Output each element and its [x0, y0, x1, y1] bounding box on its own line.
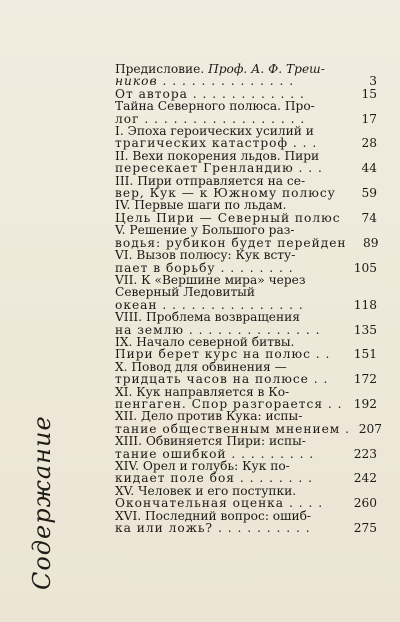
page-number: 28: [361, 136, 377, 151]
toc-entry-line: VIII. Проблема возвращения: [115, 310, 300, 325]
toc-entry-title-end: пает в борьбу: [115, 260, 216, 275]
toc-entry-line: Тайна Северного полюса. Про-: [115, 99, 315, 114]
dot-leader: .: [340, 421, 351, 436]
toc-entry: [115, 336, 377, 361]
toc-entry-last-line: [115, 472, 377, 484]
toc-entry: [115, 199, 377, 224]
page-number: 242: [353, 471, 377, 486]
dot-leader: . .: [310, 347, 331, 362]
dot-leader: . . . . . . . . .: [226, 446, 315, 461]
toc-entry-line: IX. Начало северной битвы.: [115, 334, 295, 349]
dot-leader: . . . . . . . . . . . . . . .: [157, 297, 304, 312]
toc-entry-line: XVI. Последний вопрос: ошиб-: [115, 508, 312, 523]
toc-entry-line: V. Решение у Большого раз-: [115, 223, 295, 238]
toc-entry: [115, 63, 377, 88]
toc-entry-line: X. Повод для обвинения —: [115, 359, 287, 374]
page-number: 17: [361, 111, 377, 126]
toc-entry-title-end: на землю: [115, 322, 184, 337]
toc-entry: [115, 386, 377, 411]
toc-entry-last-line: [115, 137, 377, 149]
toc-entry-title-end: вер, Кук — к Южному полюсу: [115, 186, 336, 201]
toc-entry-title-end: тридцать часов на полюсе: [115, 372, 309, 387]
toc-entry-title-end: тание общественным мнением: [115, 421, 341, 436]
toc-entry-title-end: водья: рубикон будет перейден: [115, 235, 347, 250]
page-number: 44: [361, 161, 377, 176]
toc-entry: [115, 224, 377, 249]
toc-entry-line: I. Эпоха героических усилий и: [115, 124, 314, 139]
dot-leader: . . .: [293, 161, 323, 176]
toc-entry-line: II. Вехи покорения льдов. Пири: [115, 148, 320, 163]
toc-entry-last-line: [115, 373, 377, 385]
toc-entry-line: XV. Человек и его поступки.: [115, 483, 297, 498]
page-number: 135: [353, 322, 377, 337]
dot-leader: . . . . . . . . . . . . . .: [183, 322, 321, 337]
toc-entry-last-line: [115, 162, 377, 174]
page-number: 172: [353, 372, 377, 387]
toc-entry-title-end: Пири берет курс на полюс: [115, 347, 311, 362]
dot-leader: . . . . . . . . . . . .: [187, 86, 305, 101]
toc-entry-text: [115, 348, 345, 360]
toc-entry-title-end: кидает поле боя: [115, 471, 235, 486]
toc-entry-title-end: От автора: [115, 86, 188, 101]
page-number: 223: [353, 446, 377, 461]
dot-leader: . .: [323, 396, 343, 411]
toc-entry-last-line: [115, 497, 377, 509]
toc-entry-line: VI. Вызов полюсу: Кук всту-: [115, 248, 296, 263]
page-number: 74: [361, 210, 377, 225]
toc-entry: [115, 249, 377, 274]
toc-entry-last-line: [115, 522, 377, 534]
toc-entry: [115, 100, 377, 125]
toc-entry-title-end: пенгаген. Спор разгорается: [115, 396, 324, 411]
page-number: 3: [369, 74, 377, 89]
toc-entry-line: III. Пири отправляется на се-: [115, 173, 306, 188]
dot-leader: . . . . . . . . . . . . . .: [157, 74, 295, 89]
toc-entry-title-end: тание ошибкой: [115, 446, 227, 461]
dot-leader: . . . . . . . . . .: [213, 521, 311, 536]
toc-entry: [115, 510, 377, 535]
page-number: 151: [353, 347, 377, 362]
toc-entry: [115, 311, 377, 336]
dot-leader: . . . . . . . .: [235, 471, 313, 486]
toc-entry-line: Предисловие. Проф. А. Ф. Треш-: [115, 62, 325, 76]
toc-entry: [115, 150, 377, 175]
toc-entry-title-end: океан: [115, 297, 158, 312]
toc-entry-text: [115, 137, 345, 149]
toc-entry: [115, 274, 377, 311]
page-number: 207: [358, 421, 383, 436]
toc-entry-title-end: Окончательная оценка: [115, 496, 285, 511]
toc-entry: [115, 485, 377, 510]
toc-entry-title-end: ников: [115, 74, 158, 89]
dot-leader: . . . .: [284, 496, 324, 511]
toc-entry-line: XII. Дело против Кука: испы-: [115, 409, 303, 424]
toc-entry-line: XI. Кук направляется в Ко-: [115, 384, 290, 399]
toc-entry-title-end: пересекает Гренландию: [115, 161, 294, 176]
toc-entry-last-line: [115, 348, 377, 360]
toc-entry-text: [115, 162, 345, 174]
dot-leader: . . .: [288, 136, 318, 151]
toc-entry-line: IV. Первые шаги по льдам.: [115, 198, 287, 213]
toc-entry-line: XIII. Обвиняется Пири: испы-: [115, 434, 306, 449]
page-number: 275: [353, 521, 377, 536]
contents-heading: Содержание: [28, 415, 56, 590]
toc-entry: [115, 125, 377, 150]
dot-leader: . .: [308, 372, 329, 387]
page-number: 15: [361, 86, 377, 101]
toc-entry-title-end: трагических катастроф: [115, 136, 289, 151]
page-number: 105: [353, 260, 377, 275]
page-number: 59: [361, 186, 377, 201]
page-number: 118: [353, 297, 377, 312]
toc-entry-title-end: ка или ложь?: [115, 521, 214, 536]
dot-leader: . . . . . . . .: [215, 260, 294, 275]
page-number: 260: [353, 496, 377, 511]
table-of-contents: [115, 62, 383, 536]
toc-entry-text: [115, 373, 345, 385]
toc-entry-line: XIV. Орел и голубь: Кук по-: [115, 459, 290, 473]
toc-entry: [115, 361, 377, 386]
toc-entry-text: [115, 472, 345, 484]
toc-entry-text: [115, 522, 345, 534]
dot-leader: . . . . . . . . . . . . . . . . .: [139, 111, 306, 126]
toc-entry-text: [115, 497, 345, 509]
toc-entry: [115, 460, 377, 485]
toc-entry-title-end: Цель Пири — Северный полюс: [115, 210, 341, 225]
page-number: 192: [353, 396, 377, 411]
page-number: 89: [363, 235, 379, 250]
toc-entry: [115, 435, 377, 460]
toc-entry-title-end: лог: [115, 111, 140, 126]
toc-entry-line: VII. К «Вершине мира» через: [115, 272, 306, 287]
toc-entry-line: Северный Ледовитый: [115, 285, 256, 300]
toc-entry: [115, 175, 377, 200]
toc-entry: [115, 409, 383, 436]
